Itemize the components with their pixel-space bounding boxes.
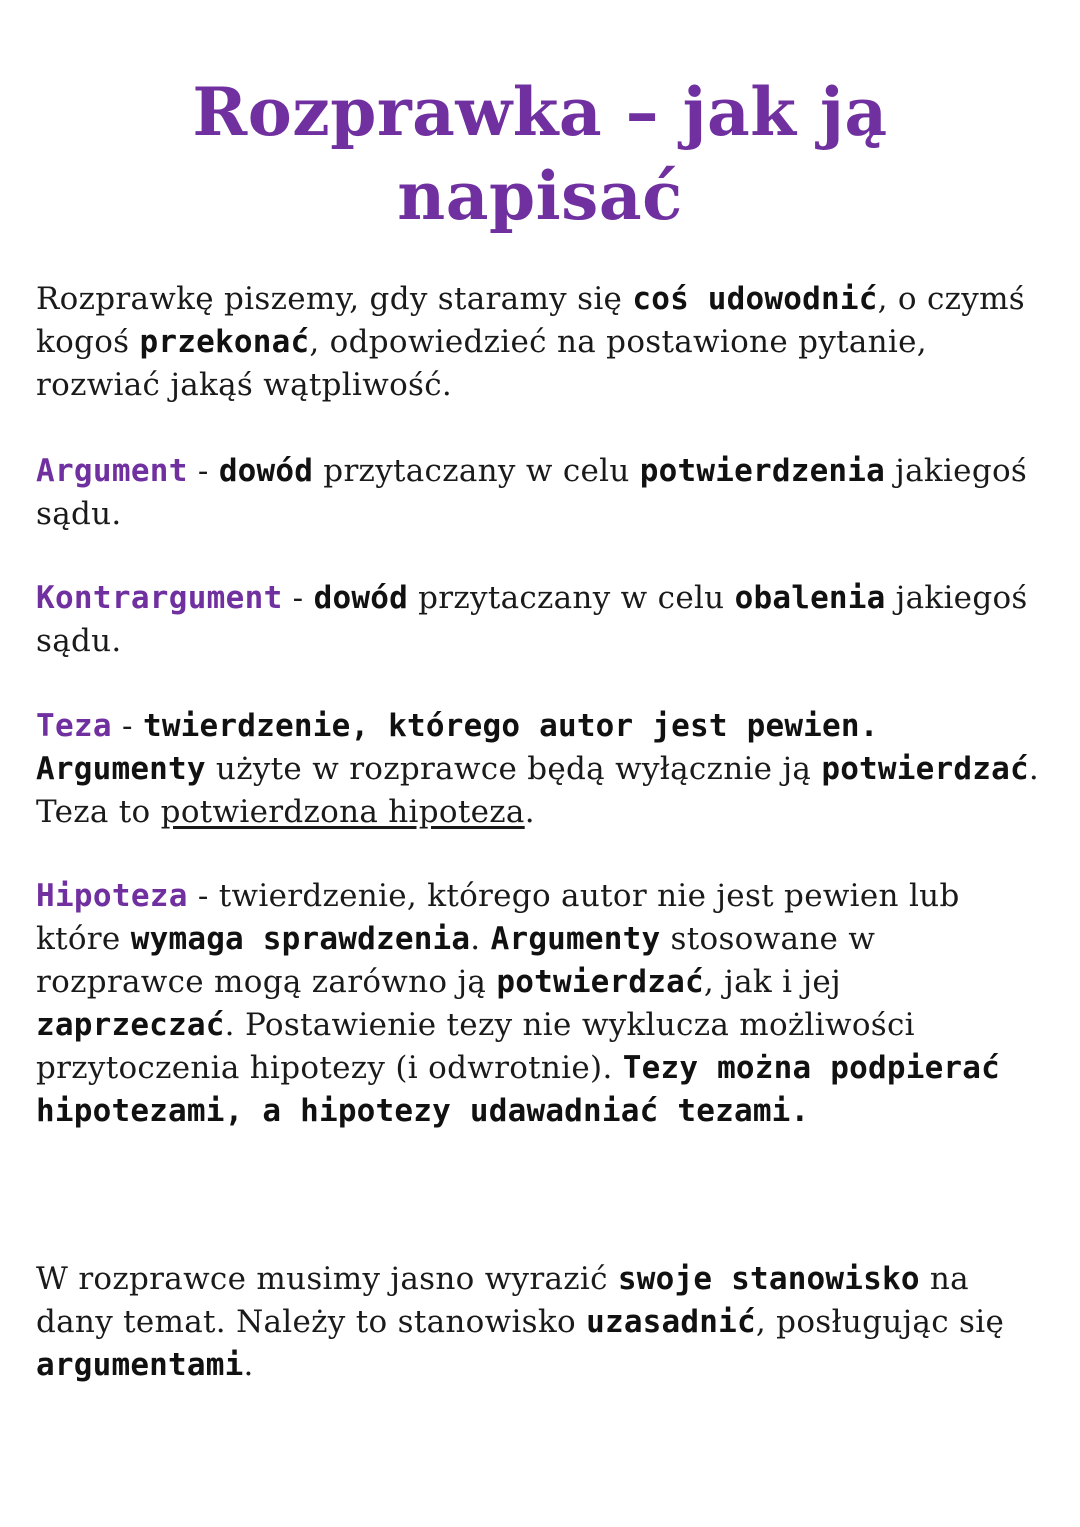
- stanowisko-text-3: , posługując się: [755, 1304, 1005, 1340]
- kontrargument-term: Kontrargument: [36, 580, 283, 616]
- intro-bold-1: coś udowodnić: [632, 281, 878, 317]
- argument-bold-1: dowód: [218, 453, 314, 489]
- stanowisko-bold-3: argumentami: [36, 1347, 244, 1383]
- teza-text-3: użyte w rozprawce będą wyłącznie ją: [205, 751, 822, 787]
- kontrargument-text-3: jakiegoś sądu.: [36, 580, 1028, 659]
- argument-definition: [36, 450, 1046, 536]
- stanowisko-text-1: W rozprawce musimy jasno wyrazić: [36, 1261, 618, 1297]
- intro-text-1: Rozprawkę piszemy, gdy staramy się: [36, 281, 633, 317]
- argument-text-1: -: [187, 453, 219, 489]
- hipoteza-text-2: .: [470, 921, 491, 957]
- intro-text-3: , odpowiedzieć na postawione pytanie, rozwiać jakąś wątpliwość.: [36, 324, 927, 403]
- hipoteza-text-3: stosowane w rozprawce mogą zarówno ją: [36, 921, 876, 1000]
- hipoteza-bold-3: potwierdzać: [496, 964, 704, 1000]
- kontrargument-definition: [36, 577, 1046, 663]
- hipoteza-definition: [36, 875, 1046, 1133]
- stanowisko-bold-2: uzasadnić: [586, 1304, 756, 1340]
- hipoteza-bold-1: wymaga sprawdzenia: [130, 921, 471, 957]
- teza-text-5: .: [524, 794, 535, 830]
- kontrargument-bold-1: dowód: [313, 580, 408, 616]
- teza-term: Teza: [36, 708, 112, 744]
- page-title: [0, 70, 1080, 238]
- hipoteza-bold-2: Argumenty: [490, 921, 661, 957]
- intro-text-2: , o czymś kogoś: [36, 281, 1026, 360]
- hipoteza-text-4: , jak i jej: [703, 964, 841, 1000]
- teza-text-4: . Teza to: [36, 751, 1039, 830]
- hipoteza-term: Hipoteza: [36, 878, 188, 914]
- hipoteza-text-5: . Postawienie tezy nie wyklucza możliwości przytoczenia hipotezy (i odwrotnie).: [36, 1007, 915, 1086]
- argument-text-3: jakiegoś sądu.: [36, 453, 1028, 532]
- page-title-line-2: napisać: [397, 157, 683, 235]
- argument-bold-2: potwierdzenia: [639, 453, 886, 489]
- intro-bold-2: przekonać: [139, 324, 310, 360]
- hipoteza-bold-4: zaprzeczać: [36, 1007, 225, 1043]
- argument-text-2: przytaczany w celu: [313, 453, 640, 489]
- teza-bold-2: Argumenty: [36, 751, 206, 787]
- teza-bold-1: twierdzenie, którego autor jest pewien.: [142, 708, 879, 744]
- teza-underlined: potwierdzona hipoteza: [160, 794, 525, 830]
- teza-text-1: -: [111, 708, 143, 744]
- hipoteza-bold-5: Tezy można podpierać hipotezami, a hipotezy udawadniać tezami.: [36, 1050, 1001, 1129]
- kontrargument-text-1: -: [282, 580, 314, 616]
- stanowisko-paragraph: [36, 1258, 1046, 1387]
- teza-definition: [36, 705, 1046, 834]
- argument-term: Argument: [36, 453, 188, 489]
- stanowisko-text-4: .: [243, 1347, 254, 1383]
- teza-bold-3: potwierdzać: [821, 751, 1029, 787]
- kontrargument-text-2: przytaczany w celu: [407, 580, 735, 616]
- kontrargument-bold-2: obalenia: [734, 580, 886, 616]
- intro-paragraph: [36, 278, 1046, 407]
- hipoteza-text-1: - twierdzenie, którego autor nie jest pewien lub które: [36, 878, 960, 957]
- stanowisko-bold-1: swoje stanowisko: [617, 1261, 920, 1297]
- page-title-line-1: Rozprawka – jak ją: [192, 73, 888, 151]
- stanowisko-text-2: na dany temat. Należy to stanowisko: [36, 1261, 969, 1340]
